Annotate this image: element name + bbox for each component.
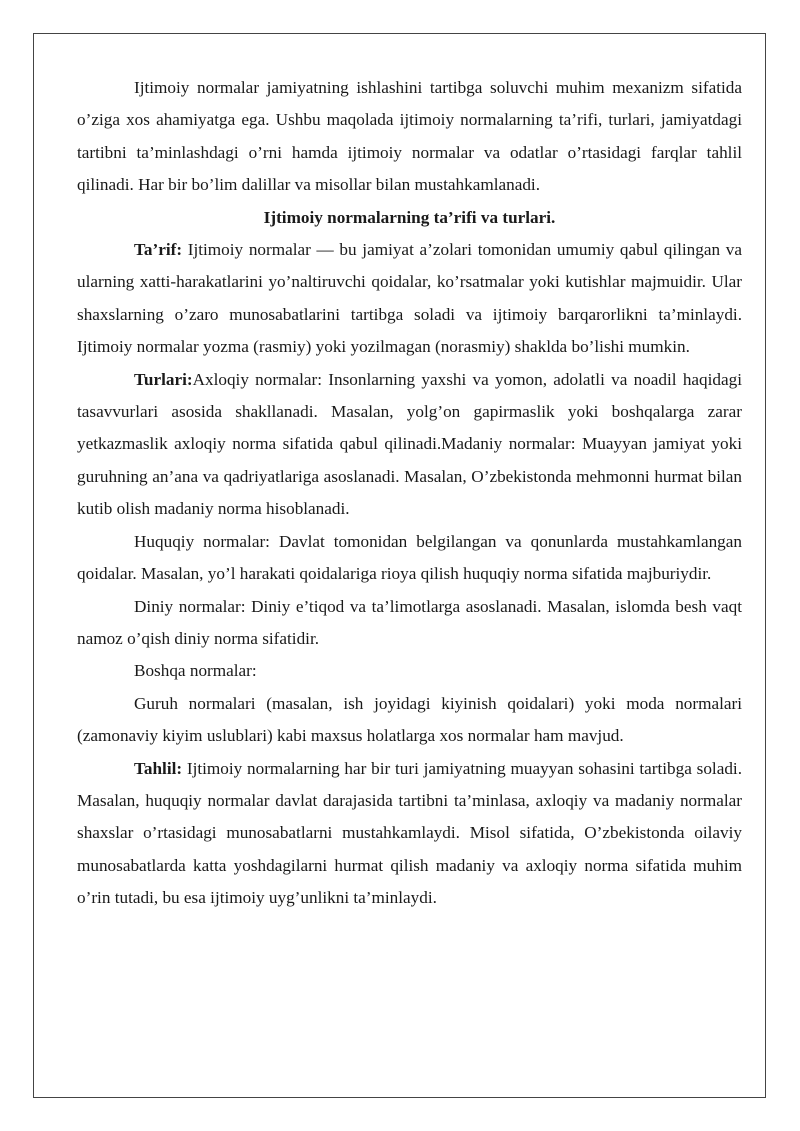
types-text: Axloqiy normalar: Insonlarning yaxshi va yomon, adolatli va noadil haqidagi tasavvurlari asosida shakllanadi. Masalan, yolg’on gapirmaslik yoki boshqalarga zarar yetkazmaslik axloqiy norma sifatida qabul qilinadi.Madaniy normalar: Muayyan jamiyat yoki guruhning an’ana va qadriyatlariga asoslanadi. Masalan, O’zbekistonda mehmonni hurmat bilan kutib olish madaniy norma hisoblanadi. xyxy=(77,369,742,519)
definition-text: Ijtimoiy normalar — bu jamiyat a’zolari tomonidan umumiy qabul qilingan va ularning xatti-harakatlarini yo’naltiruvchi qoidalar, ko’rsatmalar yoki kutishlar majmuidir. Ular shaxslarning o’zaro munosabatlarini tartibga soladi va ijtimoiy barqarorlikni ta’minlaydi. Ijtimoiy normalar yozma (rasmiy) yoki yozilmagan (norasmiy) shaklda bo’lishi mumkin. xyxy=(77,240,742,357)
document-body xyxy=(77,72,742,915)
legal-norms-paragraph: Huquqiy normalar: Davlat tomonidan belgilangan va qonunlarda mustahkamlangan qoidalar. Masalan, yo’l harakati qoidalariga rioya qilish huquqiy norma sifatida majburiydir. xyxy=(77,531,742,584)
definition-paragraph xyxy=(77,234,742,364)
analysis-label: Tahlil: xyxy=(134,758,183,778)
types-label: Turlari: xyxy=(134,369,193,389)
other-norms-paragraph: Guruh normalari (masalan, ish joyidagi kiyinish qoidalari) yoki moda normalari (zamonaviy kiyim uslublari) kabi maxsus holatlarga xos normalar ham mavjud. xyxy=(77,693,742,746)
religious-norms-paragraph: Diniy normalar: Diniy e’tiqod va ta’limotlarga asoslanadi. Masalan, islomda besh vaqt namoz o’qish diniy norma sifatidir. xyxy=(77,596,742,648)
analysis-paragraph xyxy=(77,753,742,915)
other-norms-label: Boshqa normalar: xyxy=(134,661,257,681)
types-paragraph xyxy=(77,364,742,526)
section-heading: Ijtimoiy normalarning ta’rifi va turlari. xyxy=(263,207,556,227)
analysis-text: Ijtimoiy normalarning har bir turi jamiyatning muayyan sohasini tartibga soladi. Masalan, huquqiy normalar davlat darajasida tartibni ta’minlasa, axloqiy va madaniy normalar shaxslar o’rtasidagi munosabatlarni mustahkamlaydi. Misol sifatida, O’zbekistonda oilaviy munosabatlarda katta yoshdagilarni hurmat qilish madaniy va axloqiy norma sifatida muhim o’rin tutadi, bu esa ijtimoiy uyg’unlikni ta’minlaydi. xyxy=(77,758,742,908)
definition-label: Ta’rif: xyxy=(134,240,183,260)
intro-paragraph: Ijtimoiy normalar jamiyatning ishlashini tartibga soluvchi muhim mexanizm sifatida o’ziga xos ahamiyatga ega. Ushbu maqolada ijtimoiy normalarning ta’rifi, turlari, jamiyatdagi tartibni ta’minlashdagi o’rni hamda ijtimoiy normalar va odatlar o’rtasidagi farqlar tahlil qilinadi. Har bir bo’lim dalillar va misollar bilan mustahkamlanadi. xyxy=(77,78,742,195)
